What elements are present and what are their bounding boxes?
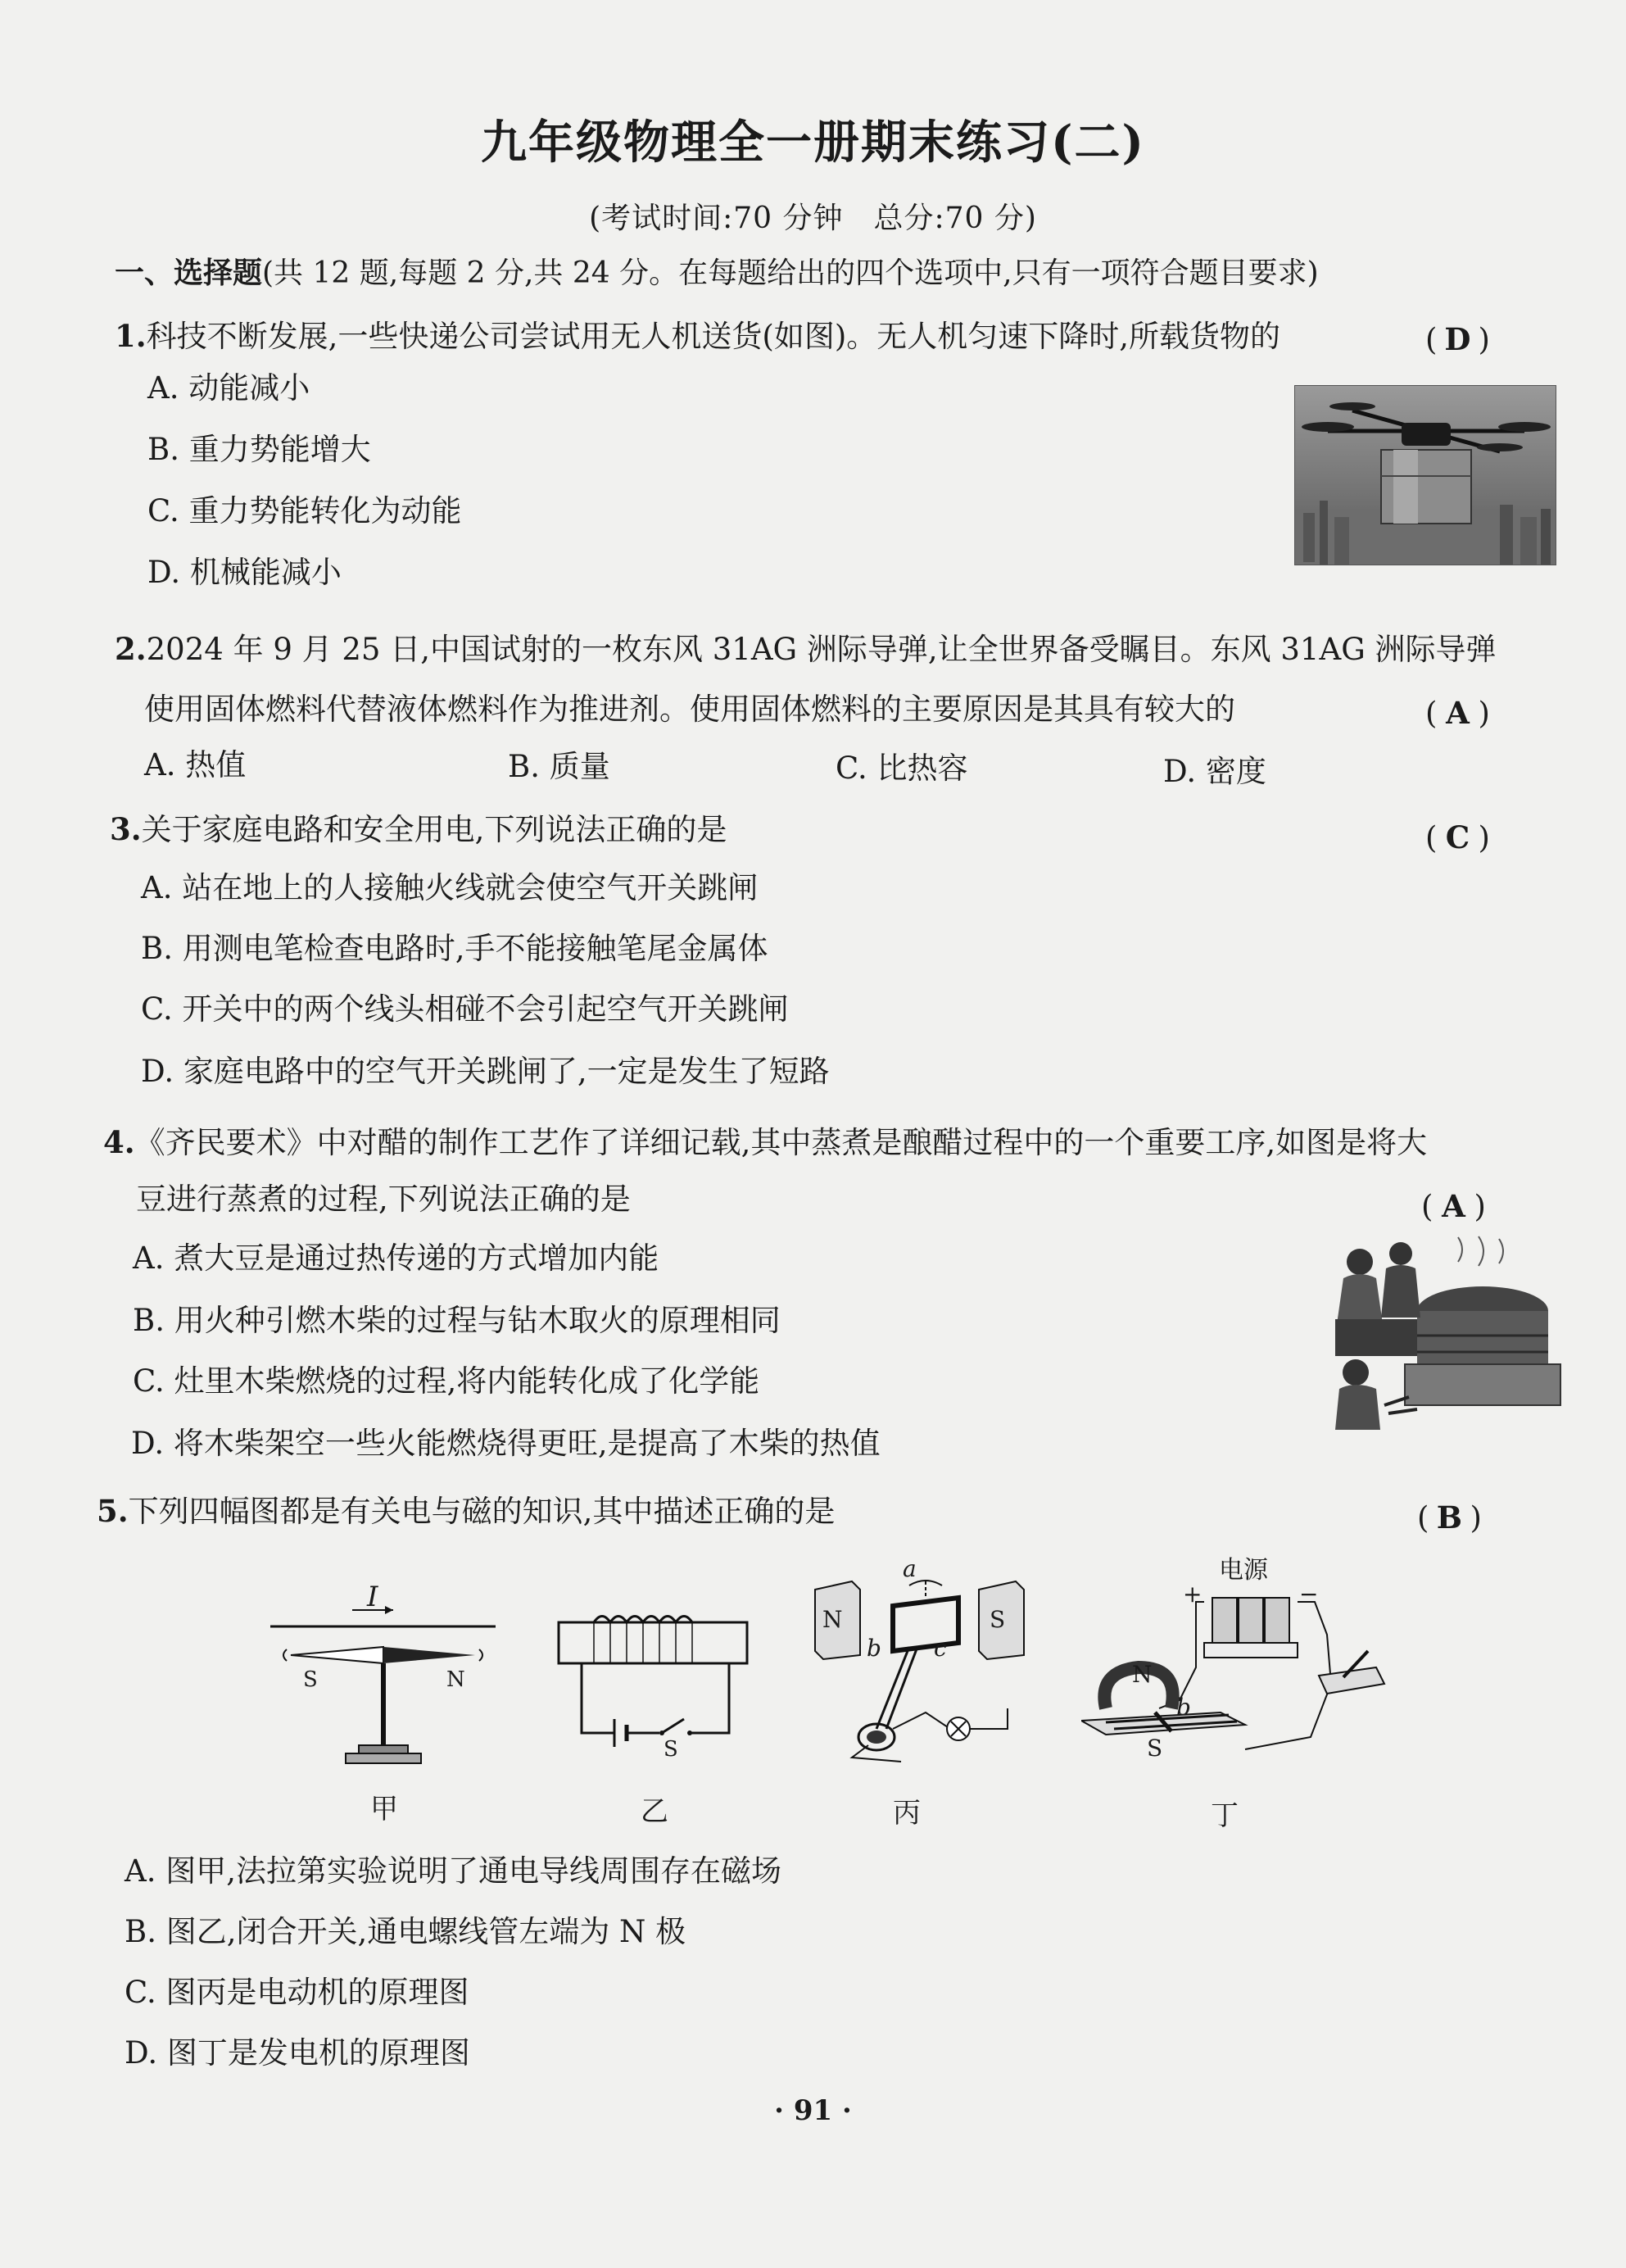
question-4-answer: ( A ) [1421,1188,1486,1224]
coil-point-b-label: b [867,1635,881,1662]
steaming-soybeans-illustration [1319,1229,1565,1442]
section-label: 一、选择题 [115,256,263,290]
question-number: 5. [97,1493,129,1529]
stem-line: 《齐民要术》中对醋的制作工艺作了详细记载,其中蒸煮是酿醋过程中的一个重要工序,如图是将大 [134,1125,1428,1160]
figure-jia-caption: 甲 [370,1793,398,1826]
question-1-option-d: D. 机械能减小 [147,555,342,590]
north-pole-label: N [446,1667,465,1692]
question-2-option-b: B. 质量 [508,749,610,784]
question-2-stem-line-2: 使用固体燃料代替液体燃料作为推进剂。使用固体燃料的主要原因是其具有较大的 [144,692,1235,727]
power-source-label: 电源 [1219,1556,1268,1585]
question-1-option-a: A. 动能减小 [147,370,310,406]
question-2-answer: ( A ) [1425,695,1490,731]
question-5-answer: ( B ) [1417,1499,1482,1535]
section-heading [115,256,1319,291]
question-3-option-b: B. 用测电笔检查电路时,手不能接触笔尾金属体 [141,931,768,966]
answer-letter: A [1442,1188,1465,1224]
stem-line: 关于家庭电路和安全用电,下列说法正确的是 [141,812,727,847]
coil-point-a-label: a [903,1555,917,1582]
question-4-option-c: C. 灶里木柴燃烧的过程,将内能转化成了化学能 [133,1363,760,1399]
answer-letter: C [1445,819,1470,855]
south-pole-label: S [1147,1735,1163,1762]
question-number: 1. [115,318,147,354]
question-4-option-b: B. 用火种引燃木柴的过程与钻木取火的原理相同 [133,1303,781,1338]
figure-yi-caption: 乙 [641,1795,668,1828]
switch-label: S [664,1737,678,1762]
question-number: 2. [115,631,147,667]
positive-terminal-label: + [1183,1581,1203,1608]
question-4-stem-line-1 [103,1124,1427,1161]
question-4-option-d: D. 将木柴架空一些火能燃烧得更旺,是提高了木柴的热值 [131,1426,881,1461]
figure-ding-caption: 丁 [1211,1799,1239,1832]
question-1-stem [115,318,1280,355]
north-pole-label: N [1132,1661,1153,1688]
stem-line: 下列四幅图都是有关电与磁的知识,其中描述正确的是 [128,1494,836,1529]
question-1-option-b: B. 重力势能增大 [147,432,371,467]
question-5-stem [97,1493,835,1530]
north-pole-label: N [822,1606,843,1633]
question-5-option-c: C. 图丙是电动机的原理图 [125,1975,469,2010]
south-pole-label: S [990,1606,1006,1633]
question-1-answer: ( D ) [1425,321,1490,357]
figure-bing-caption: 丙 [893,1797,921,1830]
answer-letter: D [1444,321,1471,357]
question-2-option-d: D. 密度 [1163,754,1266,789]
exam-info: (考试时间:70 分钟 总分:70 分) [589,202,1037,235]
question-5-option-a: A. 图甲,法拉第实验说明了通电导线周围存在磁场 [125,1853,782,1889]
figure-jia-oersted-experiment [270,1581,508,1782]
question-5-option-b: B. 图乙,闭合开关,通电螺线管左端为 N 极 [125,1914,686,1949]
question-4-option-a: A. 煮大豆是通过热传递的方式增加内能 [133,1241,659,1276]
question-4-stem-line-2: 豆进行蒸煮的过程,下列说法正确的是 [136,1182,631,1217]
south-pole-label: S [303,1667,318,1692]
page-number: · 91 · [774,2094,852,2127]
stem-line: 科技不断发展,一些快递公司尝试用无人机送货(如图)。无人机匀速下降时,所载货物的 [146,319,1281,354]
negative-terminal-label: − [1299,1581,1319,1608]
answer-letter: A [1446,695,1470,731]
figure-bing-coil-generator [811,1555,1032,1778]
rod-point-b-label: b [1176,1694,1191,1721]
figure-yi-solenoid-circuit [557,1606,754,1762]
coil-point-c-label: c [934,1635,947,1662]
question-number: 4. [103,1124,135,1160]
question-2-option-c: C. 比热容 [836,751,968,786]
question-3-stem [110,811,727,848]
section-description: (共 12 题,每题 2 分,共 24 分。在每题给出的四个选项中,只有一项符合题目要求) [262,256,1319,290]
answer-letter: B [1436,1499,1463,1535]
question-number: 3. [110,811,142,847]
current-label: I [367,1581,378,1613]
question-2-stem-line-1 [115,631,1497,668]
stem-line: 2024 年 9 月 25 日,中国试射的一枚东风 31AG 洲际导弹,让全世界备受瞩目。东风 31AG 洲际导弹 [146,632,1497,667]
question-3-option-c: C. 开关中的两个线头相碰不会引起空气开关跳闸 [141,991,789,1027]
page-title: 九年级物理全一册期末练习(二) [481,116,1145,170]
question-3-option-d: D. 家庭电路中的空气开关跳闸了,一定是发生了短路 [141,1054,830,1089]
question-3-option-a: A. 站在地上的人接触火线就会使空气开关跳闸 [141,870,759,905]
drone-delivery-photo [1294,385,1556,565]
figure-ding-motor-experiment [1081,1553,1393,1790]
question-1-option-c: C. 重力势能转化为动能 [147,493,462,528]
question-3-answer: ( C ) [1425,819,1490,855]
question-5-option-d: D. 图丁是发电机的原理图 [125,2035,470,2071]
question-2-option-a: A. 热值 [144,747,247,782]
